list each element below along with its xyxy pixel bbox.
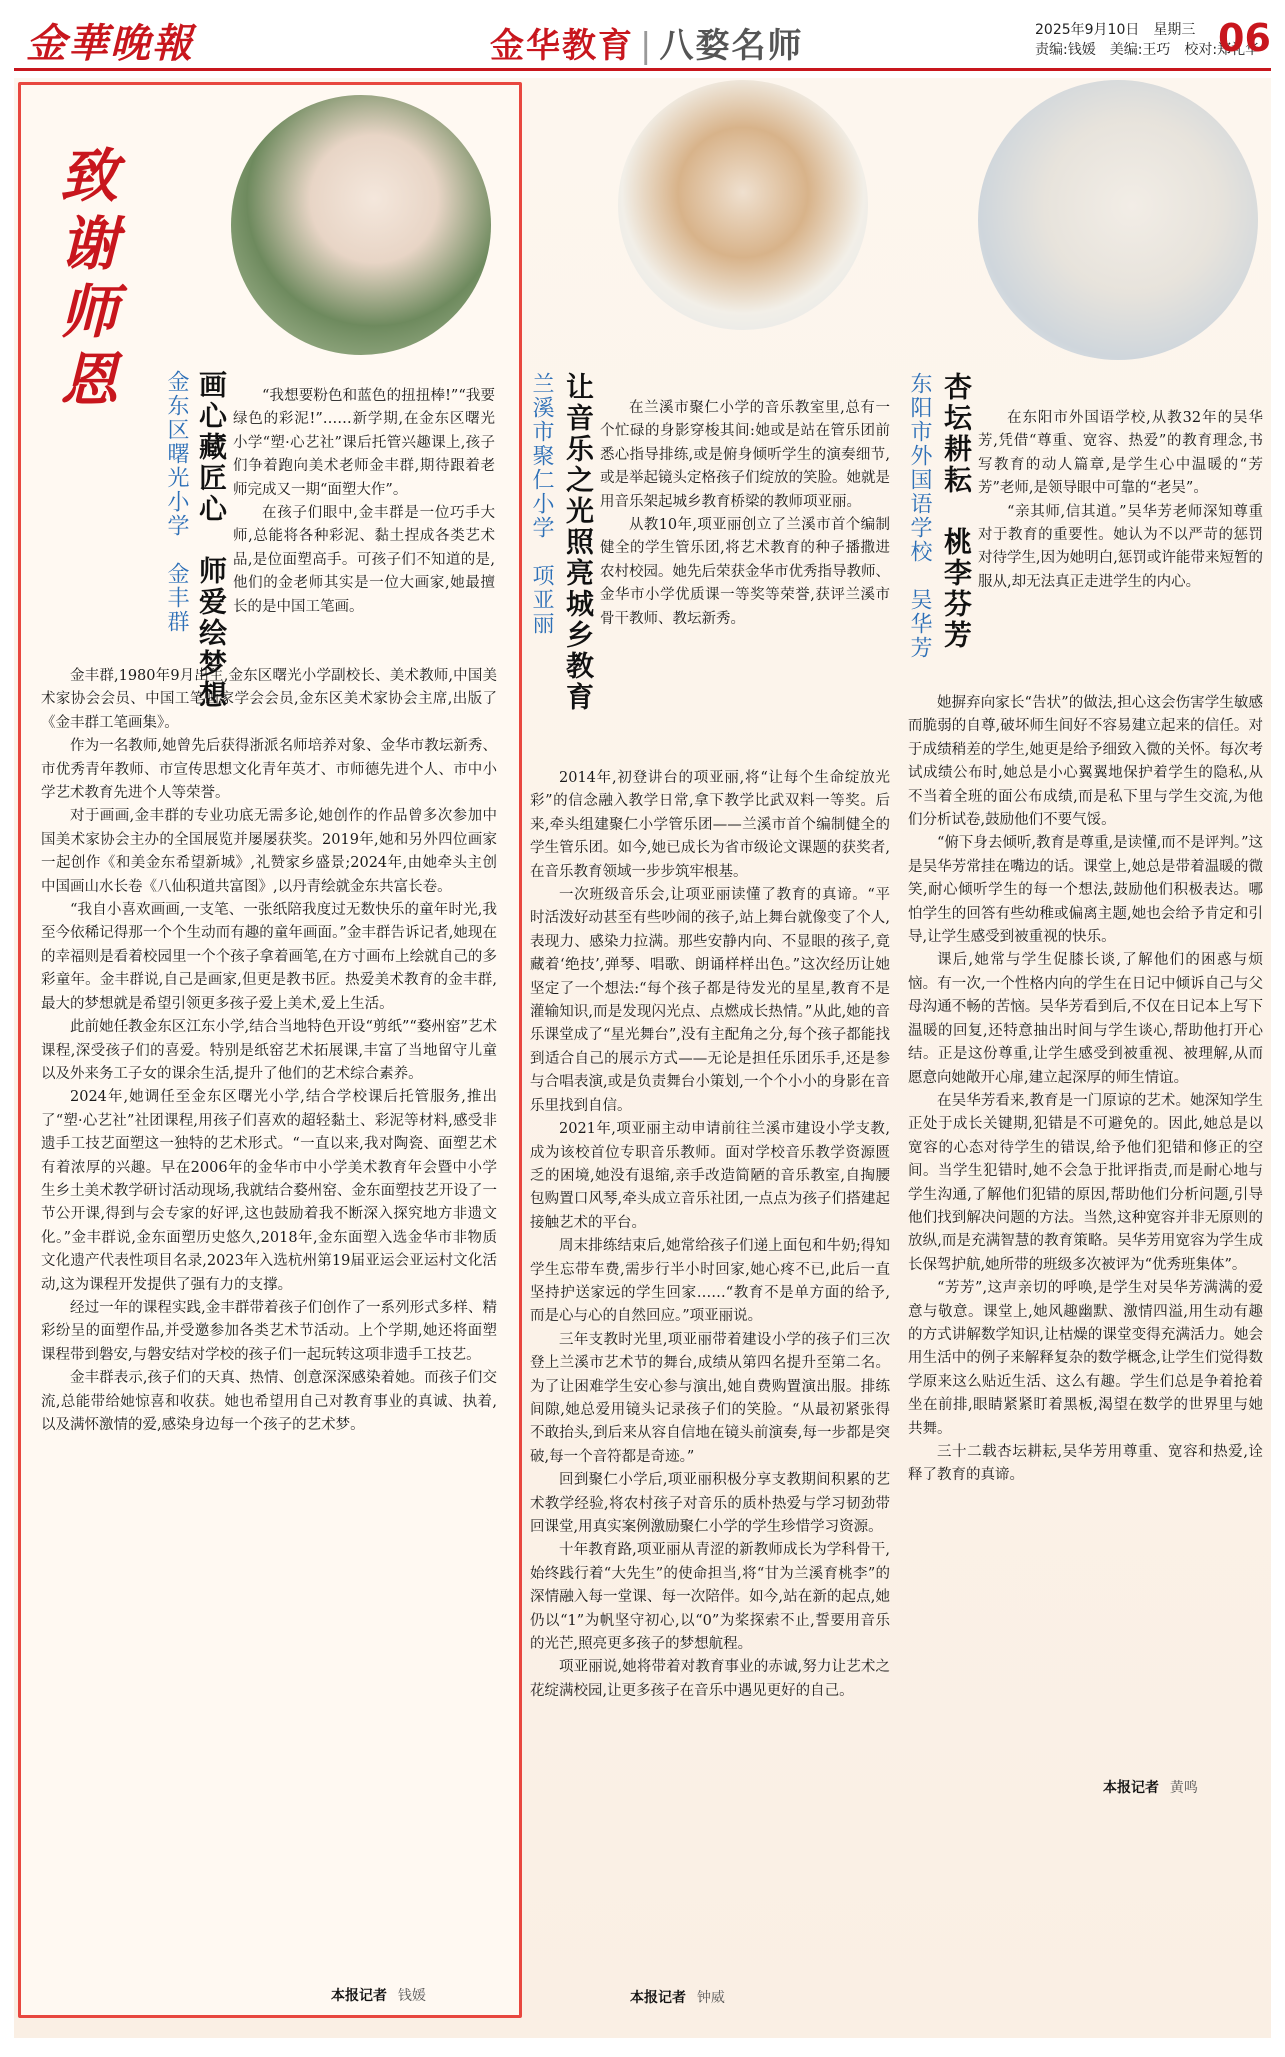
paragraph: 从教10年,项亚丽创立了兰溪市首个编制健全的学生管乐团,将艺术教育的种子播撒进农村校园。她先后荣获金华市优秀指导教师、金华市小学优质课一等奖等荣誉,获评兰溪市骨干教师、教坛新秀。 [600, 517, 890, 627]
article-school-teacher: 金东区曙光小学 金丰群 [164, 370, 189, 634]
paragraph: 周末排练结束后,她常给孩子们递上面包和牛奶;得知学生忘带车费,需步行半小时回家,她心疼不已,此后一直坚持护送家远的学生回家……“教育不是单方面的给予,而是心与心的自然回应。”项亚丽说。 [530, 1238, 890, 1325]
paragraph: 对于画画,金丰群的专业功底无需多论,她创作的作品曾多次参加中国美术家协会主办的全国展览并屡屡获奖。2019年,她和另外四位画家一起创作《和美金东希望新城》,礼赞家乡盛景;2024年,由她牵头主创中国画山水长卷《八仙积道共富图》,以丹青绘就金东共富长卷。 [41, 808, 497, 895]
paragraph: 在吴华芳看来,教育是一门原谅的艺术。她深知学生正处于成长关键期,犯错是不可避免的。因此,她总是以宽容的心态对待学生的错误,给予他们犯错和修正的空间。当学生犯错时,她不会急于批评指责,而是耐心地与学生沟通,了解他们犯错的原因,帮助他们分析问题,引导他们找到解决问题的方法。当然,这种宽容并非无原则的放纵,而是充满智慧的教育策略。吴华芳用宽容为学生成长保驾护航,她所带的班级多次被评为“优秀班集体”。 [908, 1092, 1263, 1273]
paragraph: “芳芳”,这声亲切的呼唤,是学生对吴华芳满满的爱意与敬意。课堂上,她风趣幽默、激情四溢,用生动有趣的方式讲解数学知识,让枯燥的课堂变得充满活力。她会用生活中的例子来解释复杂的数学概念,让学生们觉得数学原来这么贴近生活、这么有趣。学生们总是争着抢着坐在前排,眼睛紧紧盯着黑板,渴望在数学的世界里与她共舞。 [908, 1280, 1263, 1437]
teacher-photo-xiang [618, 80, 868, 330]
paragraph: 回到聚仁小学后,项亚丽积极分享支教期间积累的艺术教学经验,将农村孩子对音乐的质朴热爱与学习韧劲带回课堂,用真实案例激励聚仁小学的学生珍惜学习资源。 [530, 1472, 890, 1535]
paragraph: 在东阳市外国语学校,从教32年的吴华芳,凭借“尊重、宽容、热爱”的教育理念,书写教育的动人篇章,是学生心中温暖的“芳芳”老师,是领导眼中可靠的“老吴”。 [978, 410, 1263, 497]
byline-label: 本报记者 [630, 1990, 686, 2006]
paragraph: 经过一年的课程实践,金丰群带着孩子们创作了一系列形式多样、精彩纷呈的面塑作品,并受邀参加各类艺术节活动。上个学期,她还将面塑课程带到磐安,与磐安结对学校的孩子们一起玩转这项非遗手工技艺。 [41, 1299, 497, 1363]
paragraph: 在兰溪市聚仁小学的音乐教室里,总有一个忙碌的身影穿梭其间:她或是站在管乐团前悉心指导排练,或是俯身倾听学生的演奏细节,或是举起镜头定格孩子们绽放的笑脸。她就是用音乐架起城乡教育桥梁的教师项亚丽。 [600, 400, 890, 510]
byline [630, 1987, 725, 2007]
paragraph: 三十二载杏坛耕耘,吴华芳用尊重、宽容和热爱,诠释了教育的真谛。 [908, 1444, 1263, 1484]
paragraph: 金丰群表示,孩子们的天真、热情、创意深深感染着她。而孩子们交流,总能带给她惊喜和收获。她也希望用自己对教育事业的真诚、执着,以及满怀激情的爱,感染身边每一个孩子的艺术梦。 [41, 1370, 497, 1433]
paragraph: 此前她任教金东区江东小学,结合当地特色开设“剪纸”“婺州窑”艺术课程,深受孩子们的喜爱。特别是纸窑艺术拓展课,丰富了当地留守儿童以及外来务工子女的课余生活,提升了他们的艺术综合素养。 [41, 1019, 497, 1082]
article-xiang-yali [530, 82, 895, 2022]
article-title: 让音乐之光照亮城乡教育 [562, 372, 595, 713]
paragraph: 金丰群,1980年9月出生,金东区曙光小学副校长、美术教师,中国美术家协会会员、中国工笔画家学会会员,金东区美术家协会主席,出版了《金丰群工笔画集》。 [41, 668, 497, 731]
page-number: 06 [1218, 16, 1271, 60]
article-body [41, 665, 497, 1437]
section-name: 金华教育 [490, 26, 634, 66]
byline [331, 1985, 426, 2005]
article-intro [233, 385, 495, 619]
issue-date: 2025年9月10日 星期三 [1035, 22, 1196, 38]
paragraph: 一次班级音乐会,让项亚丽读懂了教育的真谛。“平时活泼好动甚至有些吵闹的孩子,站上舞台就像变了个人,表现力、感染力拉满。那些安静内向、不显眼的孩子,竟藏着‘绝技’,弹琴、唱歌、朗诵样样出色。”这次经历让她坚定了一个想法:“每个孩子都是待发光的星星,教育不是灌输知识,而是发现闪光点、点燃成长热情。”从此,她的音乐课堂成了“星光舞台”,没有主配角之分,每个孩子都能找到适合自己的展示方式——无论是担任乐团乐手,还是参与合唱表演,或是负责舞台小策划,一个个小小的身影在音乐里找到自信。 [530, 887, 890, 1114]
byline-name: 钟威 [696, 1990, 725, 2006]
byline [1103, 1777, 1198, 1797]
byline-label: 本报记者 [331, 1988, 387, 2004]
editors-credit: 责编:钱媛 美编:王巧 校对:郑礼华 [1035, 42, 1260, 58]
paragraph: 她摒弃向家长“告状”的做法,担心这会伤害学生敏感而脆弱的自尊,破坏师生间好不容易建立起来的信任。对于成绩稍差的学生,她更是给予细致入微的关怀。每次考试成绩公布时,她总是小心翼翼地保护着学生的隐私,从不当着全班的面公布成绩,而是私下里与学生交流,为他们分析试卷,鼓励他们不要气馁。 [908, 695, 1263, 829]
paragraph: “俯下身去倾听,教育是尊重,是读懂,而不是评判。”这是吴华芳常挂在嘴边的话。课堂上,她总是带着温暖的微笑,耐心倾听学生的每一个想法,鼓励他们积极表达。哪怕学生的回答有些幼稚或偏离主题,她也会给予肯定和引导,让学生感受到被重视的快乐。 [908, 835, 1263, 946]
article-school-teacher: 东阳市外国语学校 吴华芳 [907, 372, 932, 660]
article-intro [978, 407, 1263, 594]
byline-name: 黄鸣 [1169, 1780, 1198, 1796]
paragraph: “亲其师,信其道。”吴华芳老师深知尊重对于教育的重要性。她认为不以严苛的惩罚对待学生,因为她明白,惩罚或许能带来短暂的服从,却无法真正走进学生的内心。 [978, 503, 1263, 590]
paragraph: 十年教育路,项亚丽从青涩的新教师成长为学科骨干,始终践行着“大先生”的使命担当,将“甘为兰溪育桃李”的深情融入每一堂课、每一次陪伴。如今,站在新的起点,她仍以“1”为帆坚守初心,以“0”为桨探索不止,誓要用音乐的光芒,照亮更多孩子的梦想航程。 [530, 1542, 890, 1653]
paragraph: 2014年,初登讲台的项亚丽,将“让每个生命绽放光彩”的信念融入教学日常,拿下教学比武双料一等奖。后来,牵头组建聚仁小学管乐团——兰溪市首个编制健全的学生管乐团。如今,她已成长为省市级论文课题的获奖者,在音乐教育领域一步步筑牢根基。 [530, 770, 890, 880]
article-body [908, 692, 1263, 1488]
masthead-logo: 金華晚報 [26, 20, 194, 67]
paragraph: 三年支教时光里,项亚丽带着建设小学的孩子们三次登上兰溪市艺术节的舞台,成绩从第四名提升至第二名。为了让困难学生安心参与演出,她自费购置演出服。排练间隙,她总爱用镜头记录孩子们的笑脸。“从最初紧张得不敢抬头,到后来从容自信地在镜头前演奏,每一步都是突破,每一个音符都是奇迹。” [530, 1331, 890, 1465]
deco-title: 致谢师恩 [50, 145, 118, 417]
article-body [530, 767, 890, 1703]
paragraph: 2024年,她调任至金东区曙光小学,结合学校课后托管服务,推出了“塑·心艺社”社团课程,用孩子们喜欢的超轻黏土、彩泥等材料,感受非遗手工技艺面塑这一独特的艺术形式。“一直以来,我对陶瓷、面塑艺术有着浓厚的兴趣。早在2006年的金华市中小学美术教育年会暨中小学生乡土美术教学研讨活动现场,我就结合婺州窑、金东面塑技艺开设了一节公开课,得到与会专家的好评,这也鼓励着我不断深入探究地方非遗文化。”金丰群说,金东面塑历史悠久,2018年,金东面塑入选金华市非物质文化遗产代表性项目名录,2023年入选杭州第19届亚运会亚运村文化活动,这为课程开发提供了强有力的支撑。 [41, 1089, 497, 1293]
header-rule [14, 68, 1271, 71]
article-jin-fengqun [18, 82, 522, 2018]
paragraph: “我自小喜欢画画,一支笔、一张纸陪我度过无数快乐的童年时光,我至今依稀记得那一个个生动而有趣的童年画面。”金丰群告诉记者,她现在的幸福则是看着校园里一个个孩子拿着画笔,在方寸画布上绘就自己的多彩童年。金丰群说,自己是画家,但更是教书匠。热爱美术教育的金丰群,最大的梦想就是希望引领更多孩子爱上美术,爱上生活。 [41, 902, 497, 1012]
teacher-photo-jin [231, 95, 491, 355]
byline-label: 本报记者 [1103, 1780, 1159, 1796]
article-intro [600, 397, 890, 631]
section-title: 金华教育 | 八婺名师 [490, 26, 804, 66]
paragraph: 在孩子们眼中,金丰群是一位巧手大师,总能将各种彩泥、黏土捏成各类艺术品,是位面塑高手。可孩子们不知道的是,他们的金老师其实是一位大画家,她最擅长的是中国工笔画。 [233, 505, 495, 615]
paragraph: 作为一名教师,她曾先后获得浙派名师培养对象、金华市教坛新秀、市优秀青年教师、市宣传思想文化青年英才、市师德先进个人、市中小学艺术教育先进个人等荣誉。 [41, 738, 497, 802]
paragraph: 项亚丽说,她将带着对教育事业的赤诚,努力让艺术之花绽满校园,让更多孩子在音乐中遇见更好的自己。 [530, 1659, 890, 1699]
page-header [0, 0, 1285, 70]
paragraph: 课后,她常与学生促膝长谈,了解他们的困惑与烦恼。有一次,一个性格内向的学生在日记中倾诉自己与父母沟通不畅的苦恼。吴华芳看到后,不仅在日记本上写下温暖的回复,还特意抽出时间与学生谈心,帮助他打开心结。正是这份尊重,让学生感受到被重视、被理解,从而愿意向她敞开心扉,建立起深厚的师生情谊。 [908, 952, 1263, 1086]
article-school-teacher: 兰溪市聚仁小学 项亚丽 [529, 372, 554, 636]
teacher-photo-wu [978, 80, 1258, 360]
article-title: 画心藏匠心 师爱绘梦想 [195, 370, 228, 711]
article-title: 杏坛耕耘 桃李芬芳 [940, 372, 973, 651]
paragraph: “我想要粉色和蓝色的扭扭棒!”“我要绿色的彩泥!”……新学期,在金东区曙光小学“塑·心艺社”课后托管兴趣课上,孩子们争着跑向美术老师金丰群,期待跟着老师完成又一期“面塑大作”。 [233, 388, 495, 498]
subsection-name: 八婺名师 [659, 26, 804, 66]
article-wu-huafang [908, 82, 1268, 2022]
byline-name: 钱媛 [397, 1988, 426, 2004]
paragraph: 2021年,项亚丽主动申请前往兰溪市建设小学支教,成为该校首位专职音乐教师。面对学校音乐教学资源匮乏的困境,她没有退缩,亲手改造简陋的音乐教室,自掏腰包购置口风琴,牵头成立音乐社团,一点点为孩子们搭建起接触艺术的平台。 [530, 1121, 890, 1231]
